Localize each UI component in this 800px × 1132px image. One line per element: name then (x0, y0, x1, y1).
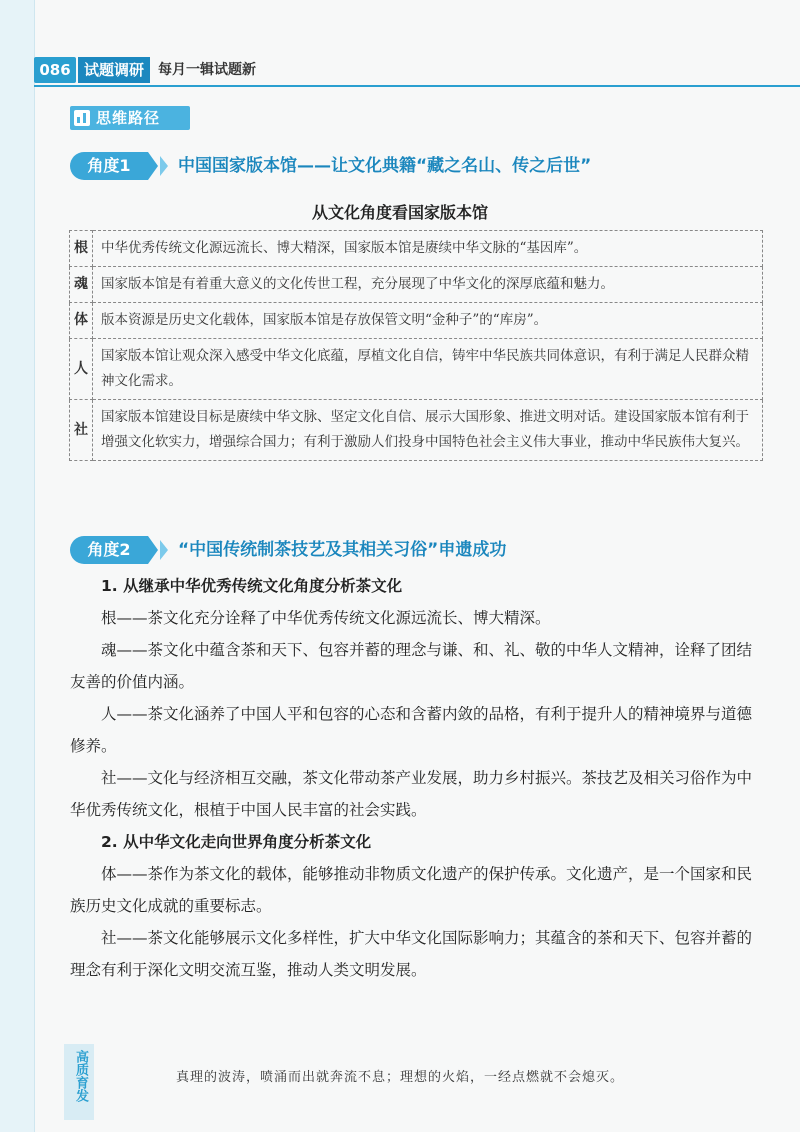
row-key: 魂 (70, 267, 93, 303)
table-row (70, 267, 763, 303)
row-text: 国家版本馆建设目标是赓续中华文脉、坚定文化自信、展示大国形象、推进文明对话。建设国家版本馆有利于增强文化软实力，增强综合国力；有利于激励人们投身中国特色社会主义伟大事业，推动中华民族伟大复兴。 (93, 400, 763, 461)
table-row (70, 231, 763, 267)
row-key: 人 (70, 339, 93, 400)
row-text: 国家版本馆是有着重大意义的文化传世工程，充分展现了中华文化的深厚底蕴和魅力。 (93, 267, 763, 303)
page-header (34, 55, 800, 85)
row-text: 中华优秀传统文化源远流长、博大精深，国家版本馆是赓续中华文脉的“基因库”。 (93, 231, 763, 267)
row-text: 版本资源是历史文化载体，国家版本馆是存放保管文明“金种子”的“库房”。 (93, 303, 763, 339)
chart-icon (74, 110, 90, 126)
table-title: 从文化角度看国家版本馆 (311, 203, 488, 222)
analysis-body (70, 570, 762, 986)
table-row (70, 303, 763, 339)
banner-label: 思维路径 (96, 109, 161, 127)
row-text: 国家版本馆让观众深入感受中华文化底蕴，厚植文化自信，铸牢中华民族共同体意识，有利于满足人民群众精神文化需求。 (93, 339, 763, 400)
row-key: 根 (70, 231, 93, 267)
page-side-strip (0, 0, 35, 1132)
arrow-icon (148, 152, 158, 180)
angle2-label: 角度2 (70, 536, 148, 564)
arrow-icon (148, 536, 158, 564)
footer-quote: 真理的波涛，喷涌而出就奔流不息；理想的火焰，一经点燃就不会熄灭。 (175, 1070, 624, 1085)
paragraph: 魂——茶文化中蕴含茶和天下、包容并蓄的理念与谦、和、礼、敬的中华人文精神，诠释了团结友善的价值内涵。 (70, 641, 753, 691)
culture-table (69, 230, 763, 461)
header-rule (34, 85, 800, 87)
subheading-1: 1. 从继承中华优秀传统文化角度分析茶文化 (101, 577, 403, 595)
row-key: 体 (70, 303, 93, 339)
paragraph: 体——茶作为茶文化的载体，能够推动非物质文化遗产的保护传承。文化遗产，是一个国家和民族历史文化成就的重要标志。 (70, 865, 753, 915)
paragraph: 人——茶文化涵养了中国人平和包容的心态和含蓄内敛的品格，有利于提升人的精神境界与道德修养。 (70, 705, 753, 755)
section-tag: 试题调研 (78, 57, 150, 83)
table-row (70, 400, 763, 461)
row-key: 社 (70, 400, 93, 461)
angle1-title: 中国国家版本馆——让文化典籍“藏之名山、传之后世” (178, 156, 592, 176)
page-number: 086 (34, 57, 76, 83)
paragraph: 社——文化与经济相互交融，茶文化带动茶产业发展，助力乡村振兴。茶技艺及相关习俗作为中华优秀传统文化，根植于中国人民丰富的社会实践。 (70, 769, 753, 819)
subheading-2: 2. 从中华文化走向世界角度分析茶文化 (101, 833, 372, 851)
arrow-icon (160, 540, 168, 560)
angle2-title: “中国传统制茶技艺及其相关习俗”申遗成功 (178, 540, 507, 560)
paragraph: 根——茶文化充分诠释了中华优秀传统文化源远流长、博大精深。 (101, 609, 551, 627)
paragraph: 社——茶文化能够展示文化多样性，扩大中华文化国际影响力；其蕴含的茶和天下、包容并蓄的理念有利于深化文明交流互鉴，推动人类文明发展。 (70, 929, 753, 979)
table-row (70, 339, 763, 400)
header-subtitle: 每月一辑试题新 (158, 62, 256, 78)
thinking-path-banner (70, 106, 190, 130)
side-tag-text: 高质育发 (73, 1050, 88, 1102)
arrow-icon (160, 156, 168, 176)
angle1-label: 角度1 (70, 152, 148, 180)
